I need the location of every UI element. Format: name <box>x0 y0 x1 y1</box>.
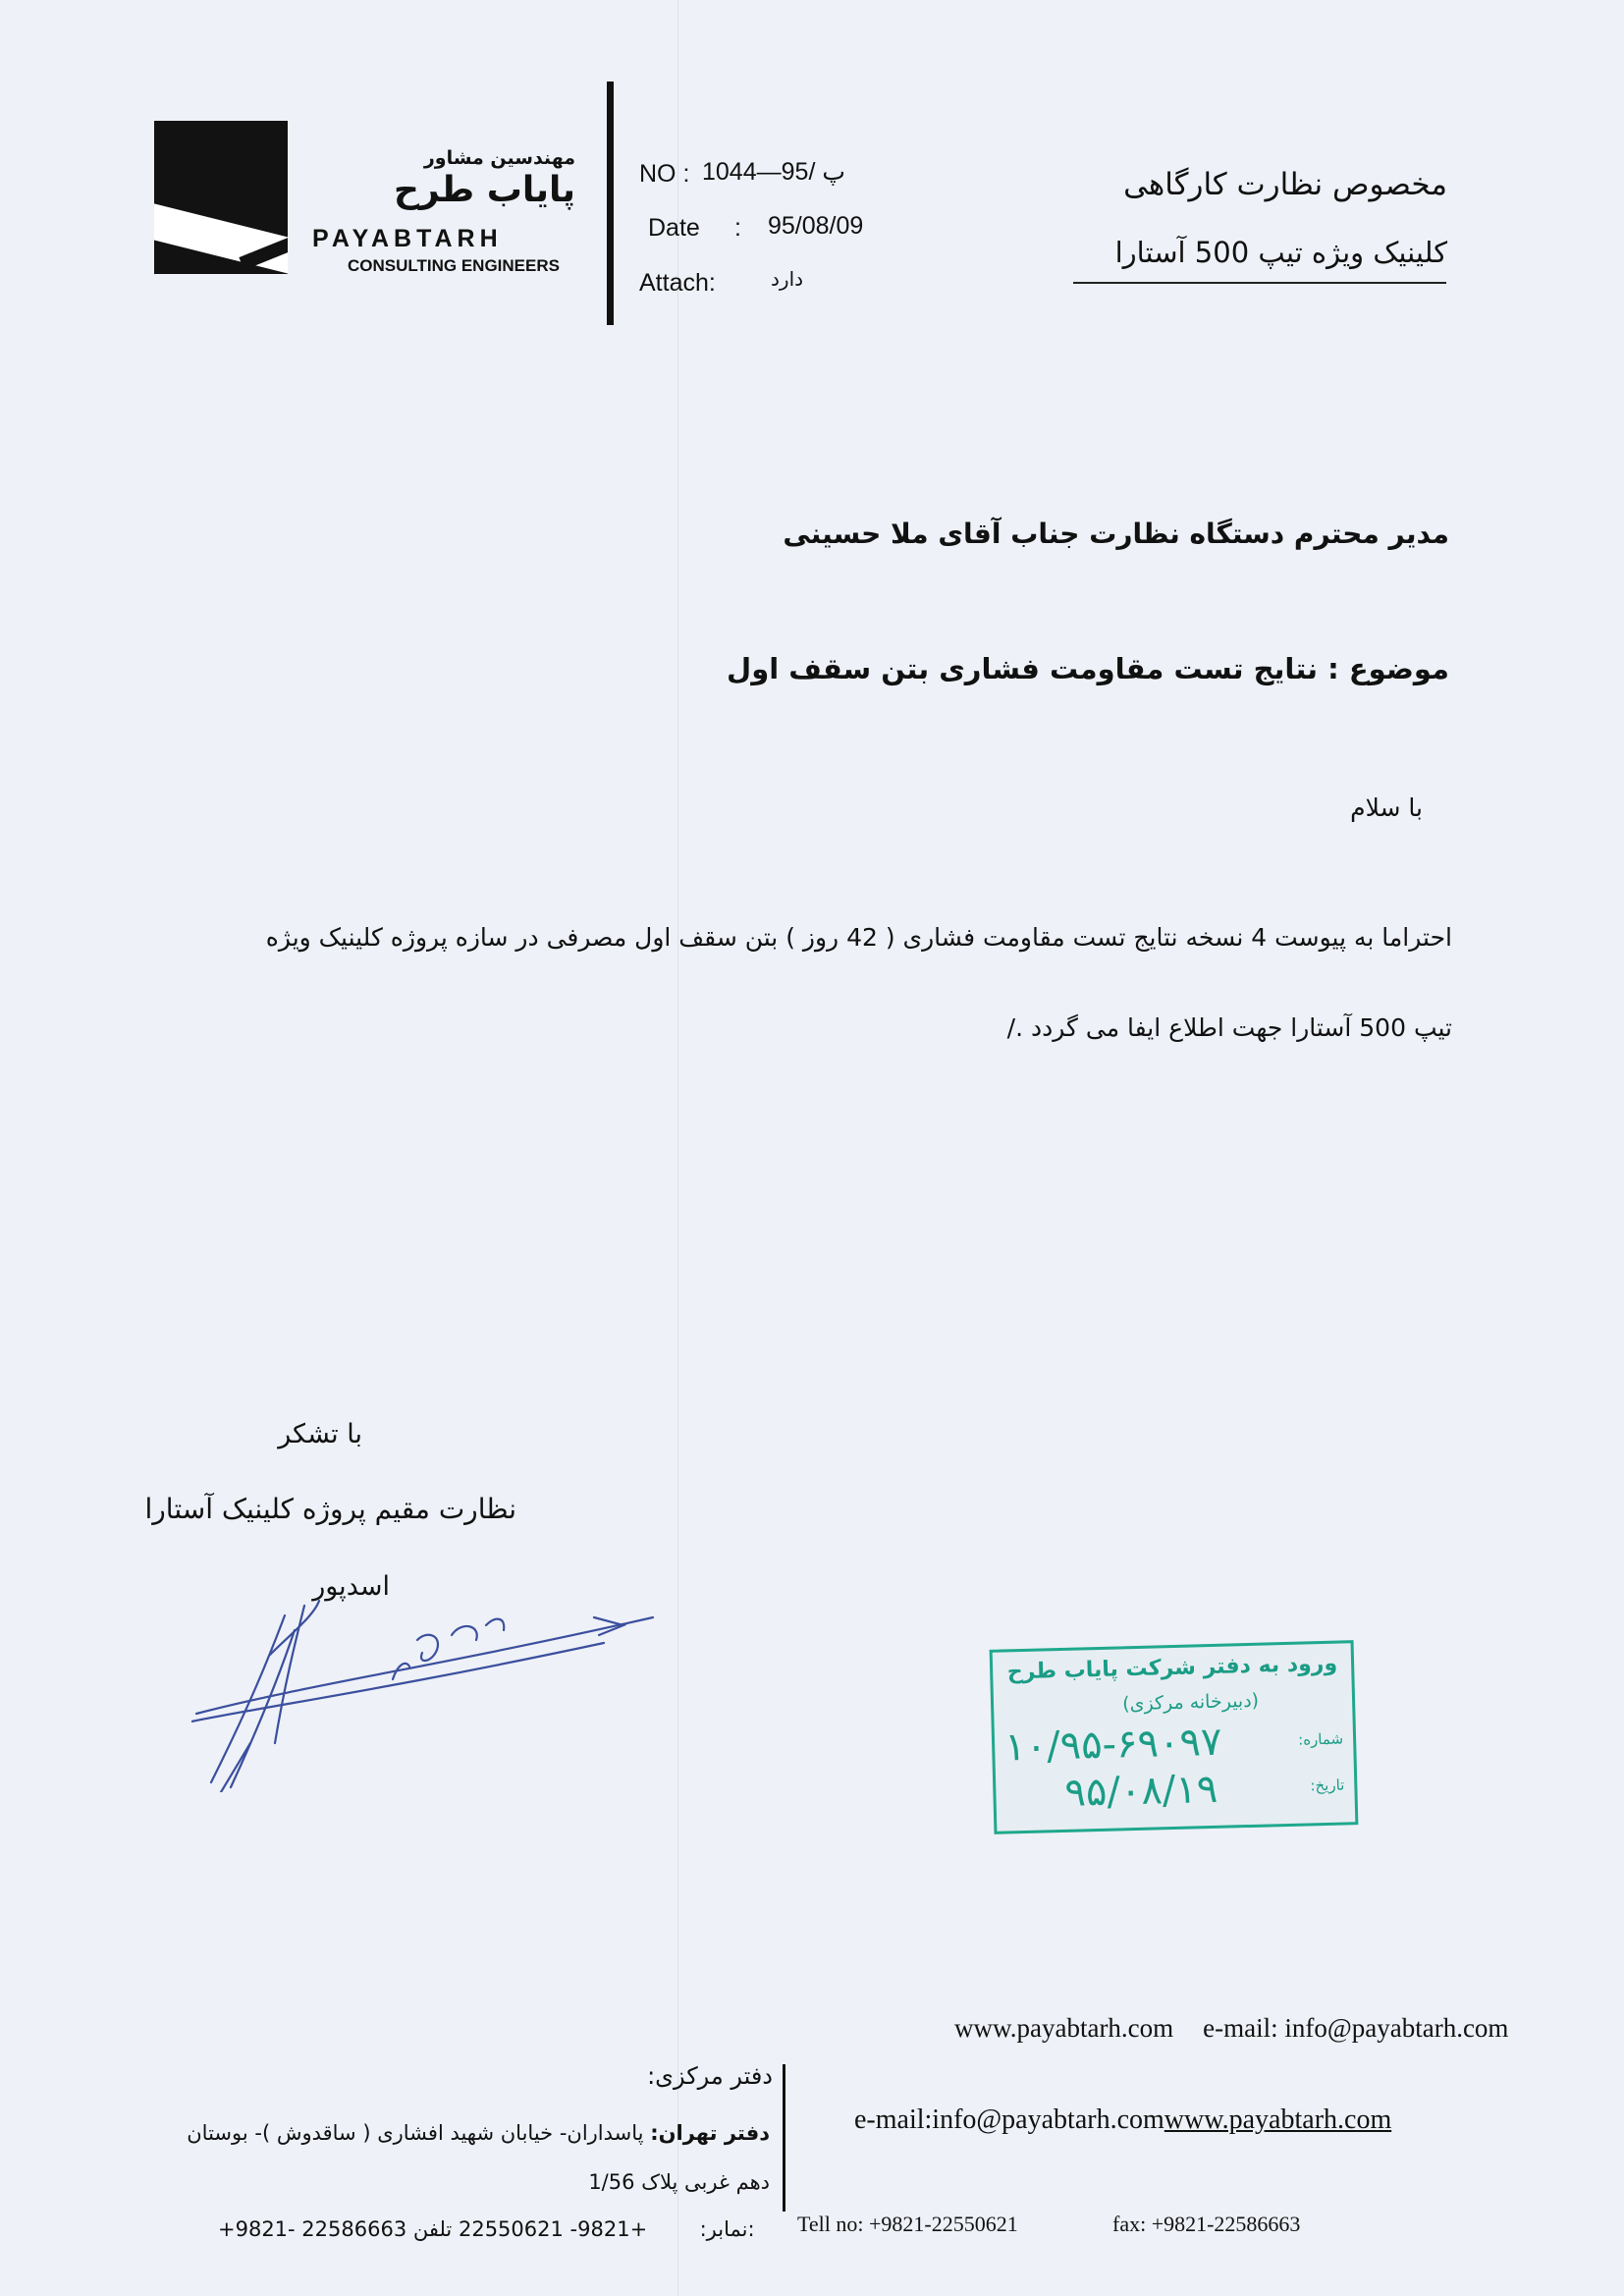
footer-website-bottom[interactable]: www.payabtarh.com <box>1164 2105 1392 2135</box>
letter-date-colon: : <box>734 214 741 242</box>
tehran-address-text: پاسداران- خیابان شهید افشاری ( ساقدوش )- بوستان <box>187 2121 644 2145</box>
header-title: مخصوص نظارت کارگاهی <box>1123 167 1447 202</box>
signer-name: اسدپور <box>312 1571 390 1602</box>
letter-date-value: 95/08/09 <box>768 212 864 240</box>
letter-addressee: مدیر محترم دستگاه نظارت جناب آقای ملا حسینی <box>783 518 1449 550</box>
footer-email-website <box>854 2105 1391 2136</box>
footer-email[interactable]: e-mail: info@payabtarh.com <box>1203 2013 1509 2043</box>
logo-english-name: PAYABTARH <box>312 225 503 252</box>
letter-number-value: پ /95—1044 <box>702 158 845 186</box>
handwritten-signature <box>191 1596 673 1792</box>
letter-number-label: NO : <box>639 160 690 188</box>
tehran-address-line-2: دهم غربی پلاک 1/56 <box>588 2170 770 2194</box>
footer-fax-value: +9821- 22586663 <box>218 2217 407 2241</box>
stamp-number-label: شماره: <box>1297 1729 1344 1749</box>
footer-phone-label: تلفن: <box>412 2217 755 2241</box>
letter-date-label: Date <box>648 214 700 242</box>
paper-fold-line <box>677 0 678 2296</box>
footer-tell-en: Tell no: +9821-22550621 <box>797 2212 1018 2236</box>
stamp-subtitle: (دبیرخانه مرکزی) <box>1121 1689 1260 1716</box>
letter-salutation: با سلام <box>1350 793 1423 822</box>
header-divider <box>607 82 614 325</box>
attachment-value: دارد <box>771 267 804 291</box>
attachment-label: Attach: <box>639 269 716 297</box>
letter-subject: موضوع : نتایج تست مقاومت فشاری بتن سقف اول <box>727 652 1449 685</box>
tehran-office-label: دفتر تهران: <box>650 2121 770 2145</box>
header-project: کلینیک ویژه تیپ 500 آستارا <box>1114 236 1447 269</box>
footer-email-bottom[interactable]: e-mail:info@payabtarh.com <box>854 2105 1164 2135</box>
logo-persian-name: پایاب طرح <box>393 170 575 210</box>
letter-body-line-2: تیپ 500 آستارا جهت اطلاع ایفا می گردد ./ <box>1006 1013 1452 1042</box>
footer-phone-fax-fa <box>218 2217 755 2241</box>
stamp-date-value: ۹۵/۰۸/۱۹ <box>1063 1766 1218 1816</box>
footer-website[interactable]: www.payabtarh.com <box>954 2013 1174 2043</box>
central-office-label: دفتر مرکزی: <box>647 2062 773 2090</box>
tehran-address-line-1 <box>187 2121 770 2145</box>
logo-english-subtitle: CONSULTING ENGINEERS <box>348 256 560 275</box>
letter-closing: با تشکر <box>278 1419 362 1449</box>
stamp-number-value: ۱۰/۹۵-۶۹۰۹۷ <box>1003 1719 1223 1771</box>
company-logo-mark <box>154 121 288 274</box>
footer-fax-label: نمابر: <box>699 2217 748 2241</box>
footer-contact-line <box>954 2013 1508 2044</box>
footer-phone-value: +9821- 22550621 <box>458 2217 648 2241</box>
header-underline <box>1073 282 1446 284</box>
stamp-title: ورود به دفتر شرکت پایاب طرح <box>1006 1651 1338 1685</box>
signer-title: نظارت مقیم پروژه کلینیک آستارا <box>144 1493 516 1525</box>
received-stamp <box>990 1640 1359 1834</box>
stamp-date-label: تاریخ: <box>1310 1776 1345 1795</box>
footer-fax-en: fax: +9821-22586663 <box>1112 2212 1301 2236</box>
letter-body-line-1: احتراما به پیوست 4 نسخه نتایج تست مقاومت فشاری ( 42 روز ) بتن سقف اول مصرفی در سازه پروژه کلینیک ویژه <box>265 923 1452 952</box>
footer-divider <box>783 2064 785 2212</box>
logo-persian-subtitle: مهندسین مشاور <box>423 147 575 169</box>
